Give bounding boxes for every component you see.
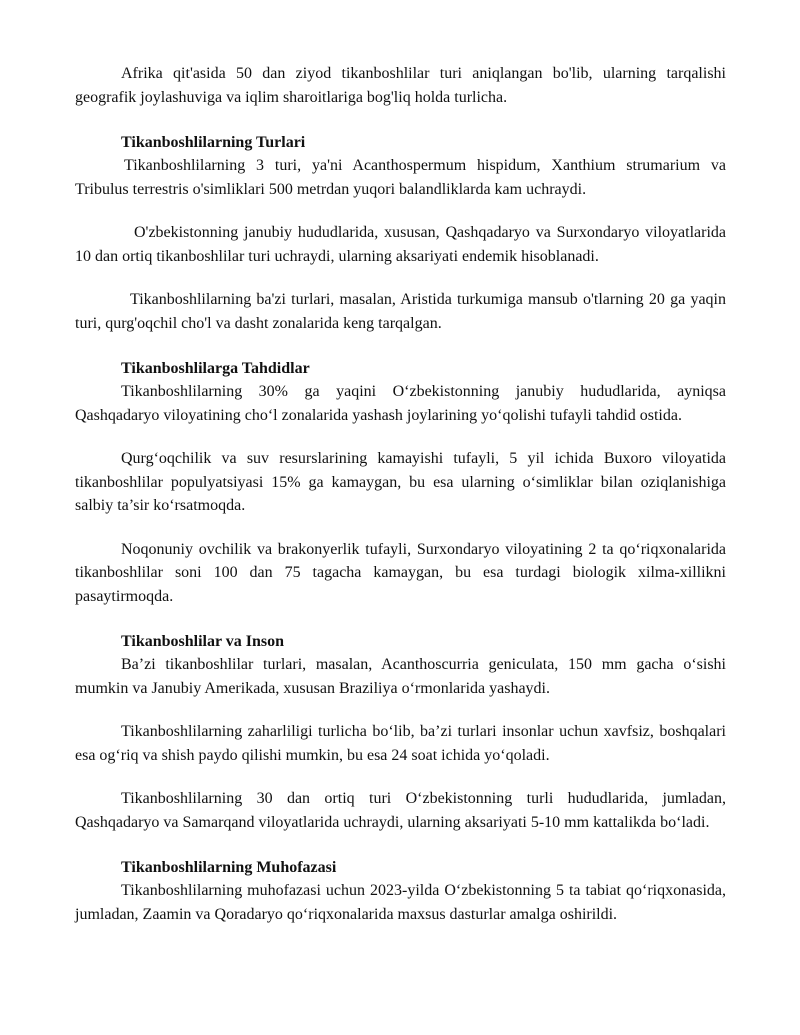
intro-paragraph: Afrika qit'asida 50 dan ziyod tikanboshlilar turi aniqlangan bo'lib, ularning tarqalishi geografik joylashuviga va iqlim sharoitlariga bog'liq holda turlicha.	[75, 65, 726, 106]
section-tahdidlar	[75, 357, 726, 608]
section-turlari	[75, 131, 726, 335]
paragraph-muhofazasi-1: Tikanboshlilarning muhofazasi uchun 2023-yilda O‘zbekistonning 5 ta tabiat qo‘riqxonasida, jumladan, Zaamin va Qoradaryo qo‘riqxonalarida maxsus dasturlar amalga oshirildi.	[75, 882, 726, 923]
section-heading-inson: Tikanboshlilar va Inson	[121, 633, 285, 650]
section-heading-tahdidlar: Tikanboshlilarga Tahdidlar	[121, 360, 310, 377]
paragraph-tahdidlar-2: Qurg‘oqchilik va suv resurslarining kamayishi tufayli, 5 yil ichida Buxoro viloyatida tikanboshlilar populyatsiyasi 15% ga kamaygan, bu esa ularning o‘simliklar bilan oziqlanishiga salbiy ta’sir ko‘rsatmoqda.	[75, 450, 726, 514]
section-inson	[75, 630, 726, 834]
paragraph-tahdidlar-1: Tikanboshlilarning 30% ga yaqini O‘zbekistonning janubiy hududlarida, ayniqsa Qashqadaryo viloyatining cho‘l zonalarida yashash joylarining yo‘qolishi tufayli tahdid ostida.	[75, 383, 726, 424]
paragraph-inson-2: Tikanboshlilarning zaharliligi turlicha bo‘lib, ba’zi turlari insonlar uchun xavfsiz, boshqalari esa og‘riq va shish paydo qilishi mumkin, bu esa 24 soat ichida yo‘qoladi.	[75, 723, 726, 764]
document-page	[75, 62, 726, 926]
section-heading-turlari: Tikanboshlilarning Turlari	[121, 134, 306, 151]
section-heading-muhofazasi: Tikanboshlilarning Muhofazasi	[121, 859, 337, 876]
section-muhofazasi	[75, 856, 726, 926]
paragraph-turlari-1: Tikanboshlilarning 3 turi, ya'ni Acanthospermum hispidum, Xanthium strumarium va Tribulus terrestris o'simliklari 500 metrdan yuqori balandliklarda kam uchraydi.	[75, 157, 726, 198]
paragraph-inson-3: Tikanboshlilarning 30 dan ortiq turi O‘zbekistonning turli hududlarida, jumladan, Qashqadaryo va Samarqand viloyatlarida uchraydi, ularning aksariyati 5-10 mm kattalikda bo‘ladi.	[75, 790, 726, 831]
paragraph-inson-1: Ba’zi tikanboshlilar turlari, masalan, Acanthoscurria geniculata, 150 mm gacha o‘sishi mumkin va Janubiy Amerikada, xususan Braziliya o‘rmonlarida yashaydi.	[75, 656, 726, 697]
paragraph-turlari-2: O'zbekistonning janubiy hududlarida, xususan, Qashqadaryo va Surxondaryo viloyatlarida 10 dan ortiq tikanboshlilar turi uchraydi, ularning aksariyati endemik hisoblanadi.	[75, 224, 726, 265]
paragraph-turlari-3: Tikanboshlilarning ba'zi turlari, masalan, Aristida turkumiga mansub o'tlarning 20 ga yaqin turi, qurg'oqchil cho'l va dasht zonalarida keng tarqalgan.	[75, 291, 726, 332]
paragraph-tahdidlar-3: Noqonuniy ovchilik va brakonyerlik tufayli, Surxondaryo viloyatining 2 ta qo‘riqxonalarida tikanboshlilar soni 100 dan 75 tagacha kamaygan, bu esa turdagi biologik xilma-xillikni pasaytirmoqda.	[75, 540, 726, 605]
